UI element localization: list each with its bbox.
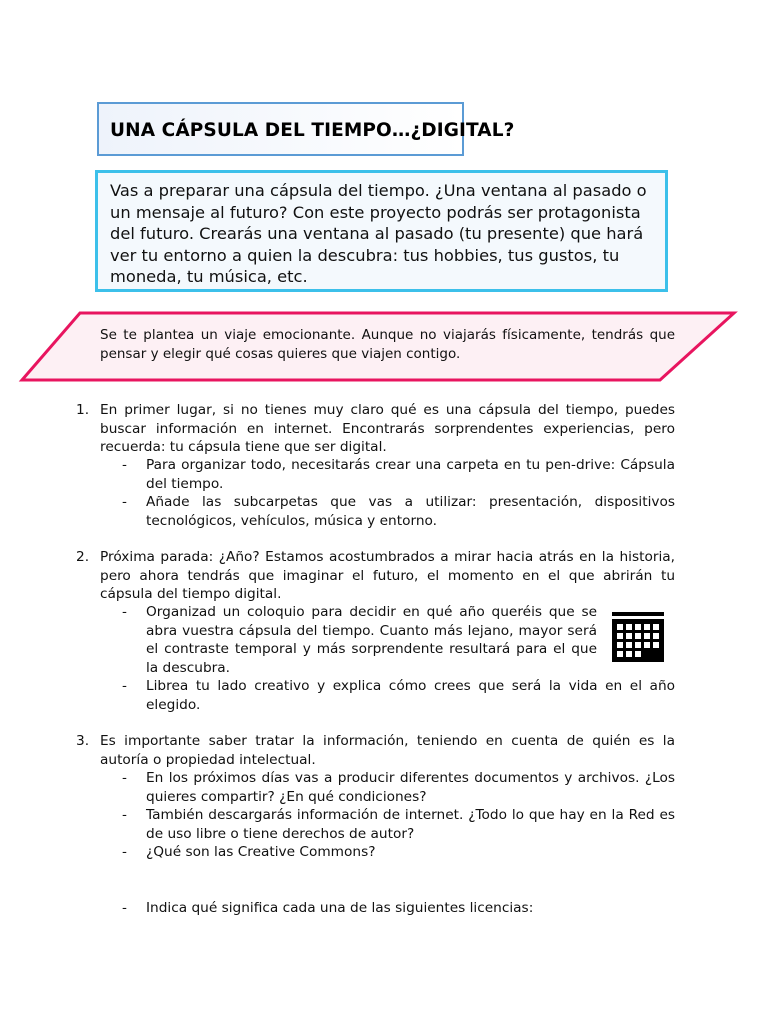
list-number: 2. [76, 549, 90, 565]
dash-bullet: - [122, 900, 127, 916]
dash-bullet: - [122, 844, 127, 860]
dash-bullet: - [122, 494, 127, 510]
list-item-text: En primer lugar, si no tienes muy claro qué es una cápsula del tiempo, puedes buscar información en internet. Encontrarás sorprendentes experiencias, pero recuerda: tu cápsula tiene que ser digital. [100, 402, 675, 455]
list-item-text: Es importante saber tratar la información, teniendo en cuenta de quién es la autoría o propiedad intelectual. [100, 733, 675, 768]
list-number: 3. [76, 733, 90, 749]
dash-bullet: - [122, 770, 127, 786]
dash-bullet: - [122, 807, 127, 823]
list-subitem-text: En los próximos días vas a producir diferentes documentos y archivos. ¿Los quieres compartir? ¿En qué condiciones? [146, 770, 675, 805]
list-item-text: Próxima parada: ¿Año? Estamos acostumbrados a mirar hacia atrás en la historia, pero ahora tendrás que imaginar el futuro, el momento en el que abrirán tu cápsula del tiempo digital. [100, 549, 675, 602]
dash-bullet: - [122, 457, 127, 473]
list-subitem-text: Añade las subcarpetas que vas a utilizar: presentación, dispositivos tecnológicos, vehículos, música y entorno. [146, 494, 675, 529]
list-subitem-text: Librea tu lado creativo y explica cómo crees que será la vida en el año elegido. [146, 678, 675, 713]
list-subitem-text: Organizad un coloquio para decidir en qué año queréis que se abra vuestra cápsula del tiempo. Cuanto más lejano, mayor será el contraste temporal y más sorprendente resultará para el que la descubra. [146, 604, 597, 676]
callout-text: Se te plantea un viaje emocionante. Aunque no viajarás físicamente, tendrás que pensar y elegir qué cosas quieres que viajen contigo. [100, 327, 675, 362]
list-subitem-text: ¿Qué son las Creative Commons? [146, 844, 376, 860]
dash-bullet: - [122, 604, 127, 620]
calendar-icon [612, 612, 664, 662]
list-number: 1. [76, 402, 90, 418]
list-subitem-text: Para organizar todo, necesitarás crear una carpeta en tu pen-drive: Cápsula del tiempo. [146, 457, 675, 492]
intro-text: Vas a preparar una cápsula del tiempo. ¿Una ventana al pasado o un mensaje al futuro? Con este proyecto podrás ser protagonista del futuro. Crearás una ventana al pasado (tu presente) que hará ver tu entorno a quien la descubra: tus hobbies, tus gustos, tu moneda, tu música, etc. [110, 181, 647, 287]
dash-bullet: - [122, 678, 127, 694]
page-title: UNA CÁPSULA DEL TIEMPO…¿DIGITAL? [110, 120, 515, 141]
list-subitem-text: También descargarás información de internet. ¿Todo lo que hay en la Red es de uso libre o tiene derechos de autor? [146, 807, 675, 842]
list-subitem-text: Indica qué significa cada una de las siguientes licencias: [146, 900, 534, 916]
